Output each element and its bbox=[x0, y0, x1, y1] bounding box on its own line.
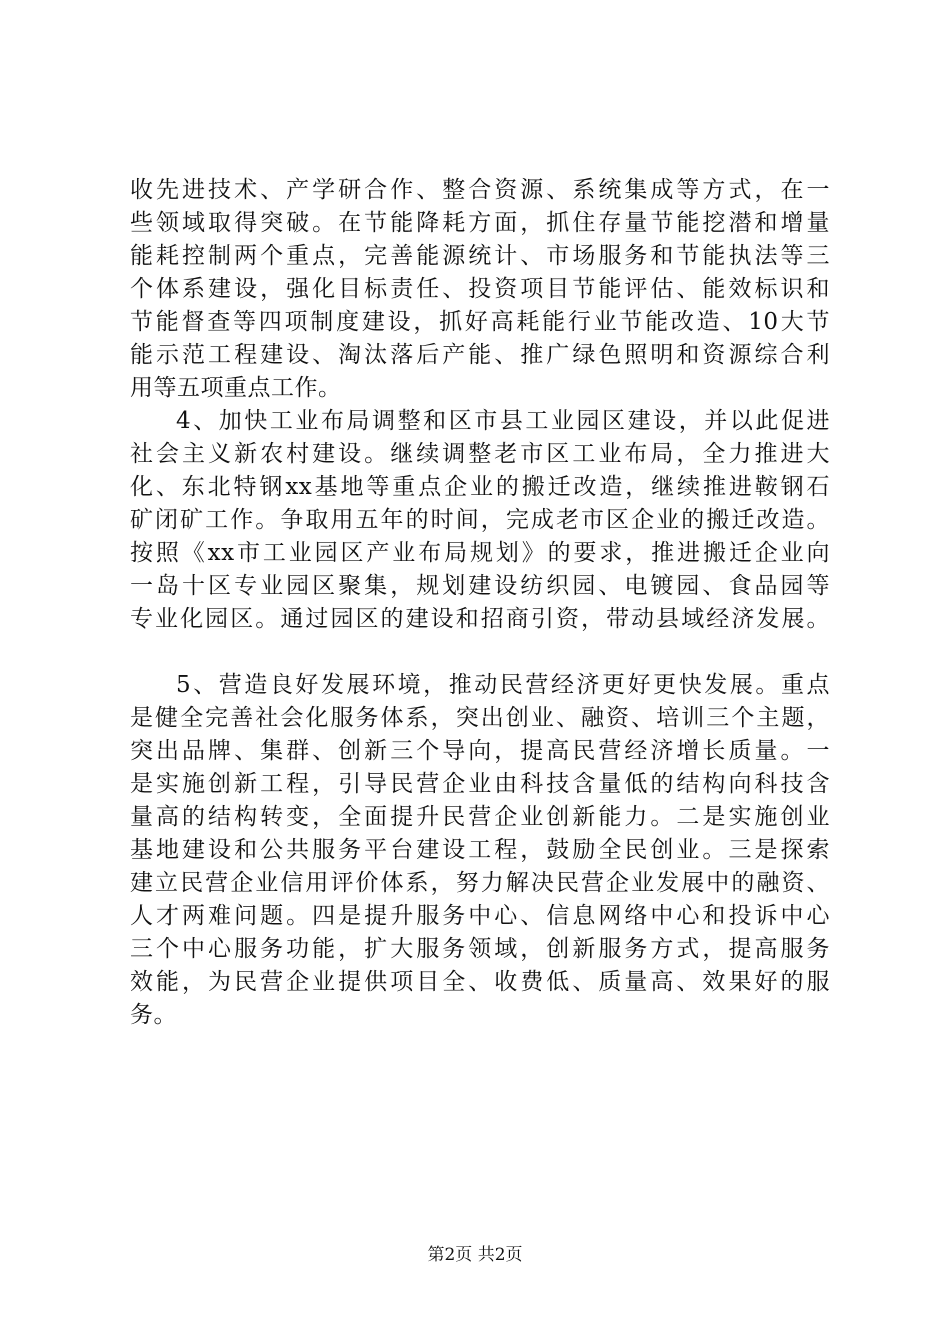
text-line: 节能督查等四项制度建设，抓好高耗能行业节能改造、10大节 bbox=[130, 309, 830, 335]
text-line: 专业化园区。通过园区的建设和招商引资，带动县域经济发展。 bbox=[130, 606, 830, 632]
text-line: 用等五项重点工作。 bbox=[130, 375, 342, 401]
document-body bbox=[130, 174, 830, 1032]
text-line: 效能，为民营企业提供项目全、收费低、质量高、效果好的服 bbox=[130, 969, 830, 995]
paragraph-gap bbox=[130, 636, 830, 669]
text-line: 量高的结构转变，全面提升民营企业创新能力。二是实施创业 bbox=[130, 804, 830, 830]
text-line: 务。 bbox=[130, 1002, 177, 1028]
text-line: 是健全完善社会化服务体系，突出创业、融资、培训三个主题， bbox=[130, 705, 830, 731]
text-line: 能耗控制两个重点，完善能源统计、市场服务和节能执法等三 bbox=[130, 243, 830, 269]
text-line: 三个中心服务功能，扩大服务领域，创新服务方式，提高服务 bbox=[130, 936, 830, 962]
text-line: 人才两难问题。四是提升服务中心、信息网络中心和投诉中心 bbox=[130, 903, 830, 929]
text-line: 化、东北特钢xx基地等重点企业的搬迁改造，继续推进鞍钢石 bbox=[130, 474, 830, 500]
text-line: 能示范工程建设、淘汰落后产能、推广绿色照明和资源综合利 bbox=[130, 342, 830, 368]
text-line: 建立民营企业信用评价体系，努力解决民营企业发展中的融资、 bbox=[130, 870, 830, 896]
text-line: 突出品牌、集群、创新三个导向，提高民营经济增长质量。一 bbox=[130, 738, 830, 764]
text-line: 矿闭矿工作。争取用五年的时间，完成老市区企业的搬迁改造。 bbox=[130, 507, 830, 533]
page-number-footer: 第2页 共2页 bbox=[427, 1245, 523, 1265]
text-line: 一岛十区专业园区聚集，规划建设纺织园、电镀园、食品园等 bbox=[130, 573, 830, 599]
paragraph-continued bbox=[130, 174, 830, 405]
text-line: 收先进技术、产学研合作、整合资源、系统集成等方式，在一 bbox=[130, 177, 830, 203]
text-line: 些领域取得突破。在节能降耗方面，抓住存量节能挖潜和增量 bbox=[130, 210, 830, 236]
paragraph-item-4 bbox=[130, 405, 830, 636]
text-line: 基地建设和公共服务平台建设工程，鼓励全民创业。三是探索 bbox=[130, 837, 830, 863]
text-line: 5、营造良好发展环境，推动民营经济更好更快发展。重点 bbox=[176, 672, 830, 698]
text-line: 社会主义新农村建设。继续调整老市区工业布局，全力推进大 bbox=[130, 441, 830, 467]
text-line: 4、加快工业布局调整和区市县工业园区建设，并以此促进 bbox=[176, 408, 830, 434]
paragraph-item-5 bbox=[130, 669, 830, 1032]
text-line: 按照《xx市工业园区产业布局规划》的要求，推进搬迁企业向 bbox=[130, 540, 830, 566]
text-line: 个体系建设，强化目标责任、投资项目节能评估、能效标识和 bbox=[130, 276, 830, 302]
text-line: 是实施创新工程，引导民营企业由科技含量低的结构向科技含 bbox=[130, 771, 830, 797]
